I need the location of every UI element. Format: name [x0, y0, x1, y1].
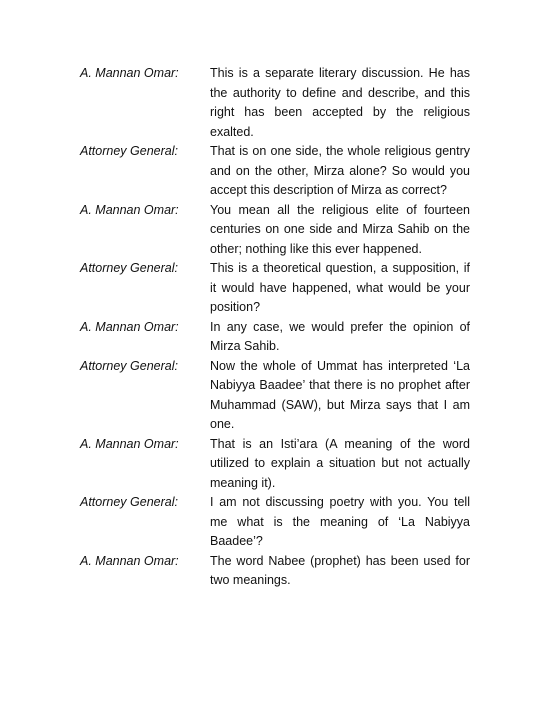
transcript-entry	[80, 201, 470, 260]
transcript-entry	[80, 318, 470, 357]
speaker-name: Attorney General:	[80, 144, 178, 158]
transcript-entry	[80, 552, 470, 591]
speaker-name: Attorney General:	[80, 495, 178, 509]
transcript-entry	[80, 142, 470, 201]
speech-text: The word Nabee (prophet) has been used for two meanings.	[210, 553, 470, 587]
speaker-name: Attorney General:	[80, 261, 178, 275]
speech-text: You mean all the religious elite of fourteen centuries on one side and Mirza Sahib on the other; nothing like this ever happened.	[210, 202, 470, 256]
transcript-entry	[80, 64, 470, 142]
speaker-name: A. Mannan Omar:	[80, 436, 179, 451]
speech-text: Now the whole of Ummat has interpreted ‘La Nabiyya Baadee’ that there is no prophet after Muhammad (SAW), but Mirza says that I am one.	[210, 358, 470, 431]
transcript-entry	[80, 357, 470, 435]
speaker-name: Attorney General:	[80, 358, 178, 373]
speaker-name: A. Mannan Omar:	[80, 319, 179, 334]
speech-text: That is on one side, the whole religious gentry and on the other, Mirza alone? So would you accept this description of Mirza as correct?	[210, 144, 470, 197]
speech-text: I am not discussing poetry with you. You tell me what is the meaning of ‘La Nabiyya Baadee’?	[210, 495, 470, 548]
speech-text: This is a theoretical question, a supposition, if it would have happened, what would be your position?	[210, 261, 470, 314]
speaker-name: A. Mannan Omar:	[80, 66, 179, 80]
transcript-page	[80, 64, 470, 591]
speaker-name: A. Mannan Omar:	[80, 553, 179, 568]
transcript-entry	[80, 435, 470, 494]
transcript-entry	[80, 493, 470, 552]
speaker-name: A. Mannan Omar:	[80, 202, 179, 217]
speech-text: In any case, we would prefer the opinion of Mirza Sahib.	[210, 319, 470, 353]
transcript-entry	[80, 259, 470, 318]
speech-text: That is an Isti’ara (A meaning of the word utilized to explain a situation but not actually meaning it).	[210, 436, 470, 490]
speech-text: This is a separate literary discussion. He has the authority to define and describe, and this right has been accepted by the religious exalted.	[210, 66, 470, 139]
